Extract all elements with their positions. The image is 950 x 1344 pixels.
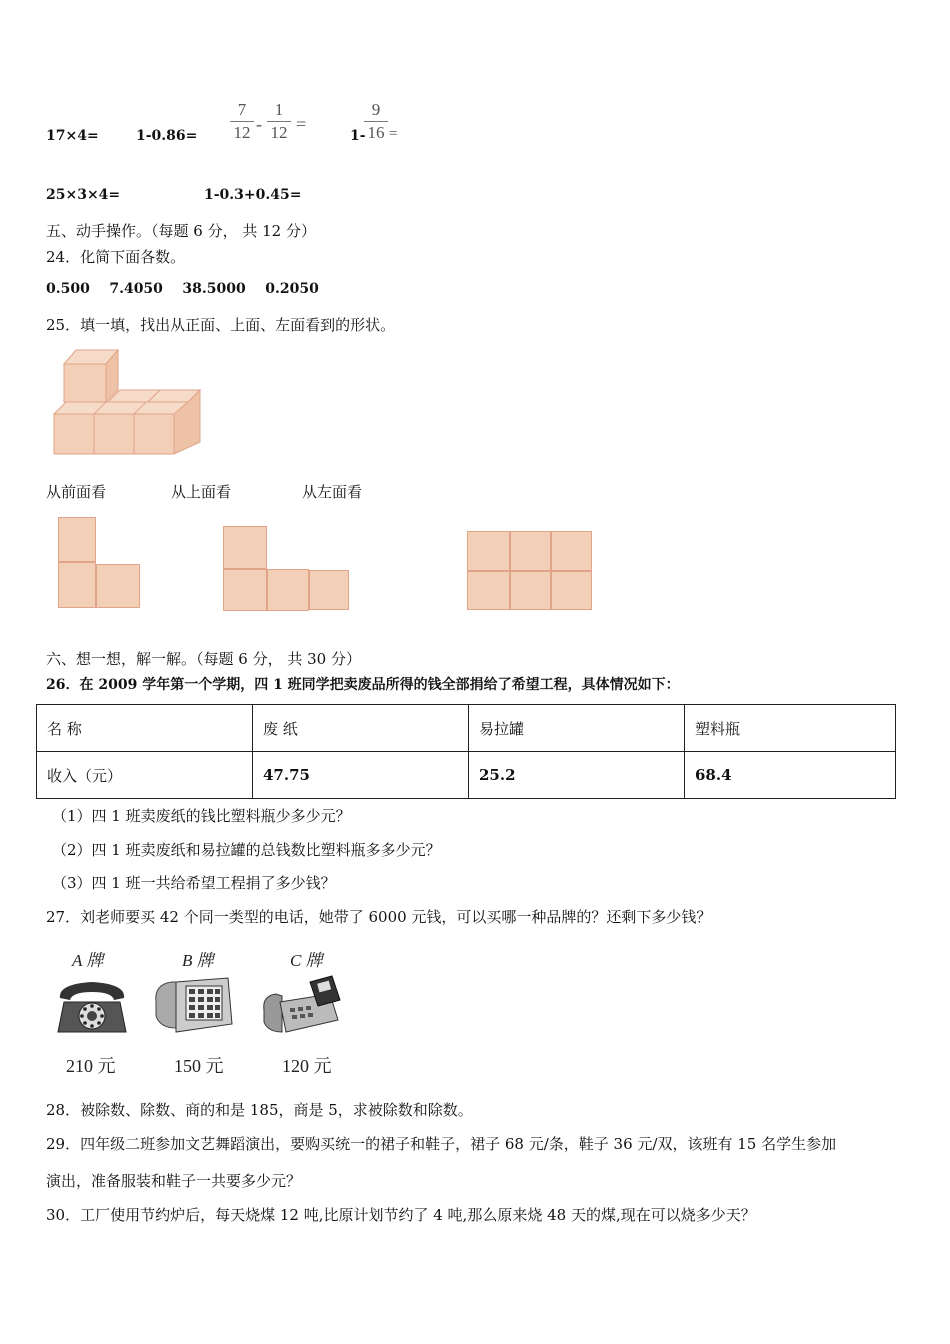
calc-1-0.3+0.45: 1-0.3+0.45=	[204, 187, 302, 203]
question-26-1: （1）四 1 班卖废纸的钱比塑料瓶少多少元？	[52, 807, 351, 825]
table-header-cell: 名 称	[37, 705, 253, 752]
rotary-phone-icon	[54, 976, 130, 1038]
question-26-2: （2）四 1 班卖废纸和易拉罐的总钱数比塑料瓶多多少元？	[52, 841, 441, 859]
fraction-7-12: 7 12	[230, 100, 254, 143]
question-26-3: （3）四 1 班一共给希望工程捐了多少钱？	[52, 874, 336, 892]
question-27: 27．刘老师要买 42 个同一类型的电话，她带了 6000 元钱，可以买哪一种品牌的？还剩下多少钱？	[46, 908, 712, 926]
shape-square	[267, 569, 309, 611]
cube-stack-figure	[50, 346, 210, 462]
phone-label-b: B 牌	[182, 951, 214, 970]
table-cell: 25.2	[469, 752, 685, 799]
shape-square	[551, 531, 592, 571]
table-row	[37, 752, 896, 799]
calc-1-minus-prefix: 1-	[350, 128, 366, 144]
table-cell: 47.75	[253, 752, 469, 799]
cube-front-3	[134, 414, 174, 454]
section6-heading: 六、想一想，解一解。（每题 6 分， 共 30 分）	[46, 650, 361, 668]
shape-square	[223, 526, 267, 569]
phone-label-a: A 牌	[72, 951, 104, 970]
income-table	[36, 704, 896, 799]
shape-square	[510, 571, 551, 610]
table-cell: 收入（元）	[37, 752, 253, 799]
shape-square	[58, 562, 96, 608]
cube-front-2	[94, 414, 134, 454]
table-header-cell: 废 纸	[253, 705, 469, 752]
question-28: 28．被除数、除数、商的和是 185，商是 5，求被除数和除数。	[46, 1101, 473, 1119]
minus-sign: -	[256, 114, 262, 134]
shape-square	[309, 570, 349, 610]
section5-heading: 五、动手操作。（每题 6 分， 共 12 分）	[46, 222, 316, 240]
calc-25x3x4: 25×3×4=	[46, 187, 121, 203]
cordless-phone-icon	[260, 972, 344, 1038]
table-header-cell: 塑料瓶	[685, 705, 896, 752]
shape-square	[467, 531, 510, 571]
phone-label-c: C 牌	[290, 951, 323, 970]
shape-square	[96, 564, 140, 608]
equals-sign-2: =	[389, 126, 398, 142]
question-29-line1: 29．四年级二班参加文艺舞蹈演出，要购买统一的裙子和鞋子，裙子 68 元/条，鞋子 36 元/双，该班有 15 名学生参加	[46, 1135, 837, 1153]
shape-square	[551, 571, 592, 610]
shape-square	[223, 569, 267, 611]
equals-sign: =	[296, 114, 307, 134]
phone-price-a: 210 元	[66, 1056, 116, 1076]
label-view-front: 从前面看	[46, 483, 107, 501]
question-24-values: 0.500 7.4050 38.5000 0.2050	[46, 281, 319, 297]
question-26: 26．在 2009 学年第一个学期，四 1 班同学把卖废品所得的钱全部捐给了希望工程，具体情况如下：	[46, 677, 680, 693]
table-header-row	[37, 705, 896, 752]
table-header-cell: 易拉罐	[469, 705, 685, 752]
calc-1-0.86: 1-0.86=	[136, 128, 198, 144]
phone-price-c: 120 元	[282, 1056, 332, 1076]
question-24: 24．化简下面各数。	[46, 248, 186, 266]
cube-front-1	[54, 414, 94, 454]
phone-price-b: 150 元	[174, 1056, 224, 1076]
shape-square	[510, 531, 551, 571]
keypad-phone-icon	[152, 972, 234, 1038]
calc-17x4: 17×4=	[46, 128, 99, 144]
shape-square	[58, 517, 96, 562]
shape-square	[467, 571, 510, 610]
question-29-line2: 演出，准备服装和鞋子一共要多少元？	[46, 1172, 302, 1190]
table-cell: 68.4	[685, 752, 896, 799]
question-25: 25．填一填，找出从正面、上面、左面看到的形状。	[46, 316, 396, 334]
question-30: 30．工厂使用节约炉后，每天烧煤 12 吨,比原计划节约了 4 吨,那么原来烧 48 天的煤,现在可以烧多少天？	[46, 1206, 756, 1224]
label-view-left: 从左面看	[302, 483, 363, 501]
fraction-9-16: 9 16	[364, 100, 388, 143]
fraction-1-12: 1 12	[267, 100, 291, 143]
cube-front-upper	[64, 364, 106, 402]
label-view-top: 从上面看	[171, 483, 232, 501]
